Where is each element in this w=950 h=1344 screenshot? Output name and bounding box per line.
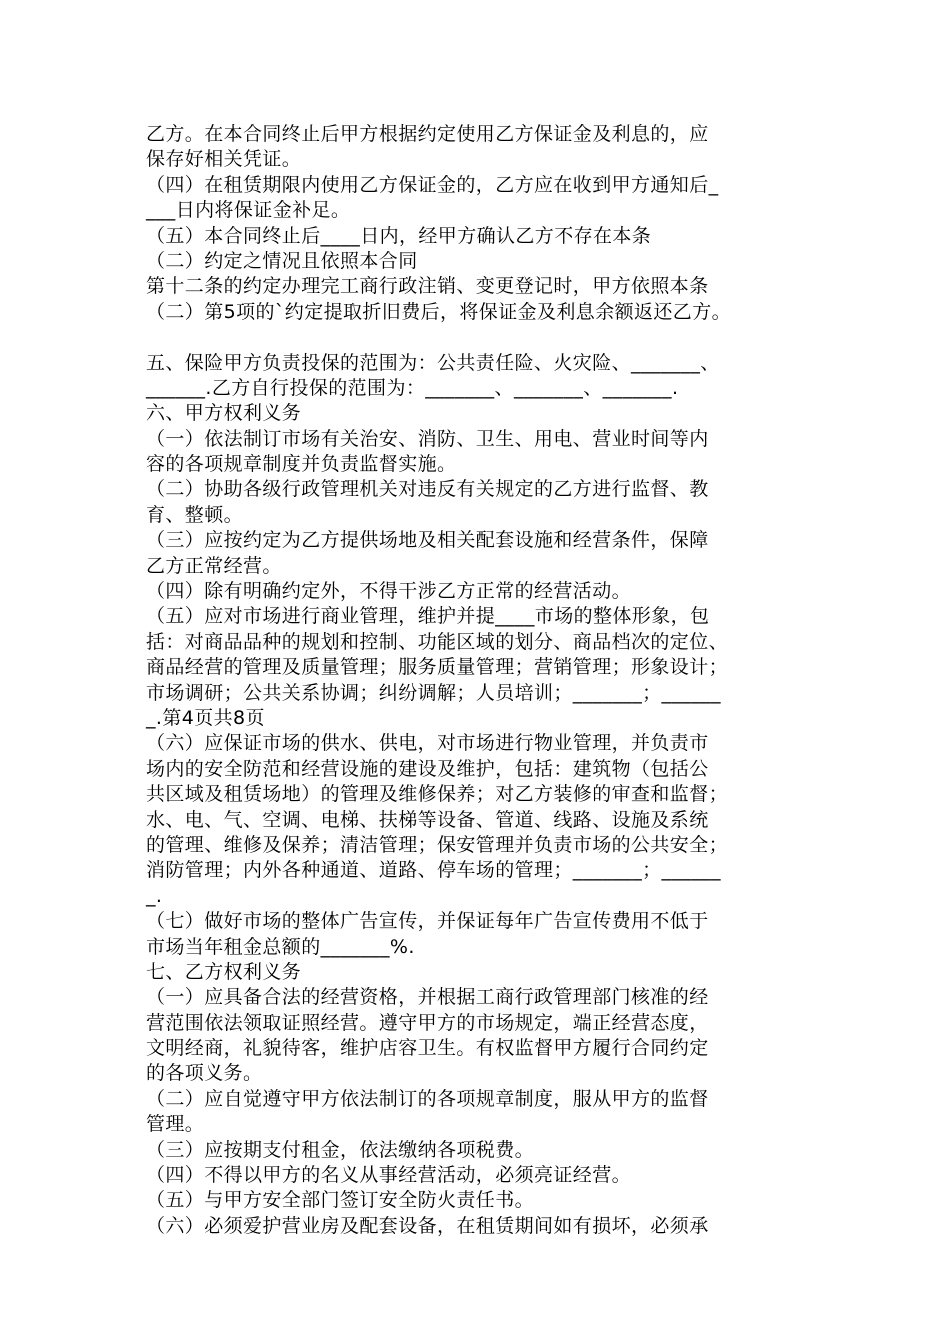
text-line: 水、电、气、空调、电梯、扶梯等设备、管道、线路、设施及系统: [146, 808, 709, 831]
blank-line: [146, 325, 826, 350]
text-line: 市场调研；公共关系协调；纠纷调解；人员培训；_______；______: [146, 681, 721, 704]
section-heading-party-a: 六、甲方权利义务: [146, 402, 302, 425]
text-line: ______.乙方自行投保的范围为：_______、_______、_______.: [146, 376, 679, 399]
page-number-line: _.第4页共8页: [146, 706, 265, 729]
text-line: _.: [146, 884, 163, 907]
text-line: （四）在租赁期限内使用乙方保证金的，乙方应在收到甲方通知后_: [146, 173, 719, 196]
text-line: 乙方。在本合同终止后甲方根据约定使用乙方保证金及利息的，应: [146, 123, 709, 145]
text-line: （二）第5项的`约定提取折旧费后，将保证金及利息余额返还乙方。: [146, 300, 731, 323]
text-line: 商品经营的管理及质量管理；服务质量管理；营销管理；形象设计；: [146, 656, 729, 679]
text-line: 容的各项规章制度并负责监督实施。: [146, 453, 457, 476]
text-line: 消防管理；内外各种通道、道路、停车场的管理；_______；______: [146, 859, 721, 882]
text-line: （一）依法制订市场有关治安、消防、卫生、用电、营业时间等内: [146, 427, 709, 450]
text-line: ___日内将保证金补足。: [146, 199, 351, 222]
text-line: （五）本合同终止后____日内，经甲方确认乙方不存在本条: [146, 224, 652, 247]
section-heading-party-b: 七、乙方权利义务: [146, 960, 302, 983]
text-line: （七）做好市场的整体广告宣传，并保证每年广告宣传费用不低于: [146, 910, 709, 933]
text-line: 括：对商品品种的规划和控制、功能区域的划分、商品档次的定位、: [146, 630, 729, 653]
text-line: 育、整顿。: [146, 503, 244, 526]
text-line: 营范围依法领取证照经营。遵守甲方的市场规定，端正经营态度，: [146, 1011, 709, 1034]
text-line: 保存好相关凭证。: [146, 148, 302, 171]
text-line: 的各项义务。: [146, 1062, 263, 1085]
text-line: （二）应自觉遵守甲方依法制订的各项规章制度，服从甲方的监督: [146, 1087, 709, 1110]
text-line: （四）不得以甲方的名义从事经营活动，必须亮证经营。: [146, 1164, 632, 1187]
text-line: （二）约定之情况且依照本合同: [146, 249, 418, 272]
text-line: （五）与甲方安全部门签订安全防火责任书。: [146, 1189, 535, 1212]
text-line: 市场当年租金总额的_______%.: [146, 935, 415, 958]
text-line: （三）应按约定为乙方提供场地及相关配套设施和经营条件，保障: [146, 529, 709, 552]
text-line: 第十二条的约定办理完工商行政注销、变更登记时，甲方依照本条: [146, 275, 709, 298]
text-line: （六）必须爱护营业房及配套设备，在租赁期间如有损坏，必须承: [146, 1214, 709, 1237]
text-line: （六）应保证市场的供水、供电，对市场进行物业管理，并负责市: [146, 732, 709, 755]
text-line: 管理。: [146, 1113, 205, 1136]
text-line: 乙方正常经营。: [146, 554, 282, 577]
text-line: （五）应对市场进行商业管理，维护并提____市场的整体形象，包: [146, 605, 710, 628]
text-line: 的管理、维修及保养；清洁管理；保安管理并负责市场的公共安全；: [146, 833, 729, 856]
text-line: （三）应按期支付租金，依法缴纳各项税费。: [146, 1138, 535, 1161]
text-line: 场内的安全防范和经营设施的建设及维护，包括：建筑物（包括公: [146, 757, 709, 780]
text-line: （一）应具备合法的经营资格，并根据工商行政管理部门核准的经: [146, 986, 709, 1009]
text-line: （四）除有明确约定外，不得干涉乙方正常的经营活动。: [146, 580, 632, 603]
text-line: 共区域及租赁场地）的管理及维修保养；对乙方装修的审查和监督；: [146, 783, 729, 806]
section-heading-insurance: 五、保险甲方负责投保的范围为：公共责任险、火灾险、_______、: [146, 351, 720, 374]
text-line: 文明经商，礼貌待客，维护店容卫生。有权监督甲方履行合同约定: [146, 1037, 709, 1060]
document-page: [146, 122, 826, 1239]
text-line: （二）协助各级行政管理机关对违反有关规定的乙方进行监督、教: [146, 478, 709, 501]
